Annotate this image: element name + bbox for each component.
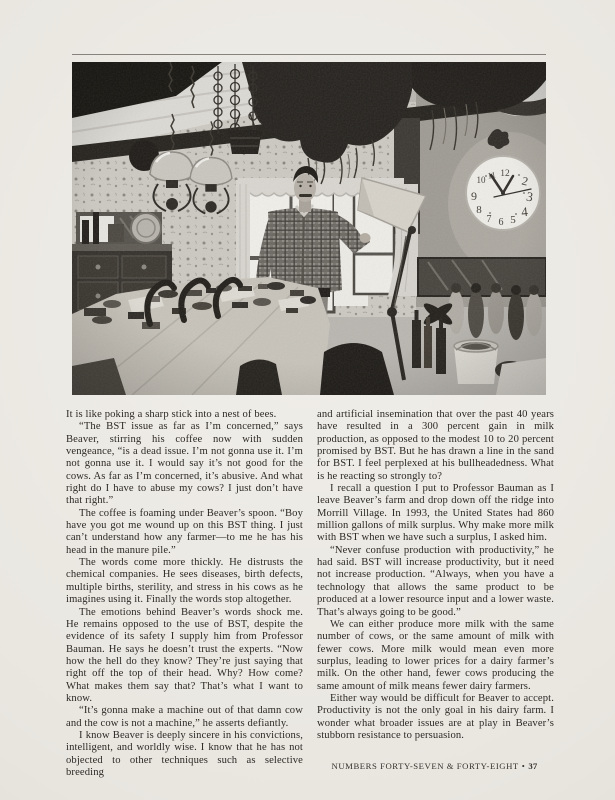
- vignette: [72, 62, 546, 395]
- article-body: [66, 409, 554, 779]
- paragraph: I recall a question I put to Professor Bauman as I leave Beaver’s farm and drop down off the ridge into Morrill Village. In 1993, the United States had 860 million gallons of milk surplus. Why make more milk with BST when we have such a surplus, I asked him.: [317, 483, 554, 544]
- paragraph: “The BST issue as far as I’m concerned,” says Beaver, stirring his coffee now with sudden vengeance, “is a dead issue. I’m not gonna use it. I’m not gonna use it. I would say it’s not good for the cows. As far as I’m concerned, it’s abusive. And what right do I have to abuse my cows? I just don’t have that right.”: [66, 421, 303, 507]
- page-footer: [316, 761, 553, 771]
- issue-label: NUMBERS FORTY-SEVEN & FORTY-EIGHT: [331, 761, 519, 771]
- paragraph: I know Beaver is deeply sincere in his convictions, intelligent, and worldly wise. I know that he has not objected to other techniques such as selective breeding: [66, 729, 303, 778]
- photo-illustration: [72, 62, 546, 395]
- photo-farmer-kitchen: [72, 62, 546, 395]
- page-number: 37: [528, 761, 538, 771]
- paragraph: We can either produce more milk with the same number of cows, or the same amount of milk with fewer cows. More milk would mean even more surplus, leading to lower prices for a dairy farmer’s milk. On the other hand, fewer cows producing the same amount of milk means fewer dairy farmers.: [317, 618, 554, 692]
- paragraph: “It’s gonna make a machine out of that damn cow and the cow is not a machine,” he asserts defiantly.: [66, 705, 303, 729]
- paragraph: and artificial insemination that over the past 40 years have resulted in a 300 percent gain in milk production, as opposed to the modest 10 to 20 percent promised by BST. But he has drawn a line in the sand for BST. I feel perplexed at his bullheadedness. What is he reacting so strongly to?: [317, 409, 554, 482]
- paragraph: The emotions behind Beaver’s words shock me. He remains opposed to the use of BST, despite the evidence of its safety I supply him from Professor Bauman. He says he doesn’t trust the experts. “Now how the hell do they know? They’re just saying that right off the top of their head. Why? How come? What makes them say that? That’s what I want to know.: [66, 606, 303, 704]
- paragraph: The coffee is foaming under Beaver’s spoon. “Boy have you got me wound up on this BST thing. I just can’t understand how any farmer—to me he has his head in the manure pile.”: [66, 507, 303, 556]
- separator-bullet: •: [521, 761, 526, 771]
- left-column: [66, 409, 303, 779]
- paragraph: It is like poking a sharp stick into a nest of bees.: [66, 409, 277, 420]
- paragraph: The words come more thickly. He distrusts the chemical companies. He sees diseases, birth defects, multiple births, sterility, and stress in his cows as he imagines using it. Finally the words stop altogether.: [66, 557, 303, 606]
- right-column: [317, 409, 554, 779]
- paragraph: “Never confuse production with productivity,” he had said. BST will increase productivity, but it need not increase production. “Always, when you have a technology that allows the same product to be produced at a lower resource input and a lower waste. That’s always going to be good.”: [317, 544, 554, 618]
- paragraph: Either way would be difficult for Beaver to accept. Productivity is not the only goal in his dairy farm. I wonder what broader issues are at play in Beaver’s stubborn resistance to persuasion.: [317, 692, 554, 741]
- top-rule: [72, 54, 546, 55]
